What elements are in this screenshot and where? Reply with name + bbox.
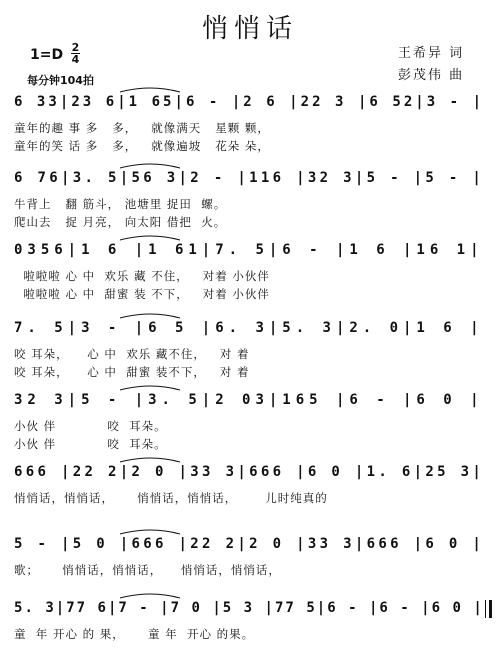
staff-notes: 666 |22 2|2 0 |33 3|666 |6 0 |1. 6|25 3| [14, 464, 485, 480]
lyric-line: 歌； 悄悄话，悄悄话， 悄悄话，悄悄话， [14, 563, 281, 577]
staff-notes: 0356|1 6 |1 61|7. 5|6 - |1 6 |16 1| [14, 242, 484, 258]
lyric-line: 啦啦啦 心 中 欢乐 藏 不住， 对着 小伙伴 [14, 269, 270, 283]
staff-notes: 5 - |5 0 |666 |22 2|2 0 |33 3|666 |6 0 | [14, 536, 485, 552]
final-barline-thin [485, 600, 486, 618]
tempo-marking: 每分钟104拍 [27, 74, 94, 87]
lyric-line: 小伙 伴 咬 耳朵。 [14, 437, 167, 451]
time-top: 2 [71, 41, 80, 54]
time-bottom: 4 [71, 53, 80, 66]
lyric-line: 童年的趣 事 多 多， 就像满天 星颗 颗， [14, 121, 270, 135]
lyricist-credit: 王希异 词 [398, 46, 465, 61]
lyric-line: 小伙 伴 咬 耳朵。 [14, 419, 167, 433]
lyric-line: 悄悄话，悄悄话， 悄悄话，悄悄话， 儿时纯真的 [14, 491, 328, 505]
song-title: 悄悄话 [201, 14, 298, 44]
lyric-line: 啦啦啦 心 中 甜蜜 装 不下， 对着 小伙伴 [14, 287, 270, 301]
lyric-line: 咬 耳朵， 心 中 欢乐 藏不住， 对 着 [14, 347, 250, 361]
lyric-line: 咬 耳朵， 心 中 甜蜜 装不下， 对 着 [14, 365, 250, 379]
lyric-line: 童年的笑 话 多 多， 就像遍坡 花朵 朵， [14, 139, 270, 153]
composer-credit: 彭茂伟 曲 [398, 68, 465, 83]
lyric-line: 童 年 开心 的 果， 童 年 开心 的果。 [14, 627, 255, 641]
staff-notes: 6 33|23 6|1 65|6 - |2 6 |22 3 |6 52|3 - | [14, 94, 485, 110]
staff-notes: 6 76|3. 5|56 3|2 - |116 |32 3|5 - |5 - | [14, 170, 485, 186]
staff-notes: 5. 3|77 6|7 - |7 0 |5 3 |77 5|6 - |6 - |6 0 | [14, 600, 484, 616]
key-signature: 1=D [30, 47, 64, 63]
staff-notes: 32 3|5 - |3. 5|2 03|165 |6 - |6 0 | [14, 392, 484, 408]
lyric-line: 爬山去 捉 月亮， 向太阳 借把 火。 [14, 215, 227, 229]
final-barline-thick [489, 600, 492, 618]
staff-notes: 7. 5|3 - |6 5 |6. 3|5. 3|2. 0|1 6 | [14, 320, 484, 336]
lyric-line: 牛背上 翻 筋斗， 池塘里 捉田 螺。 [14, 197, 227, 211]
time-signature [71, 42, 80, 65]
